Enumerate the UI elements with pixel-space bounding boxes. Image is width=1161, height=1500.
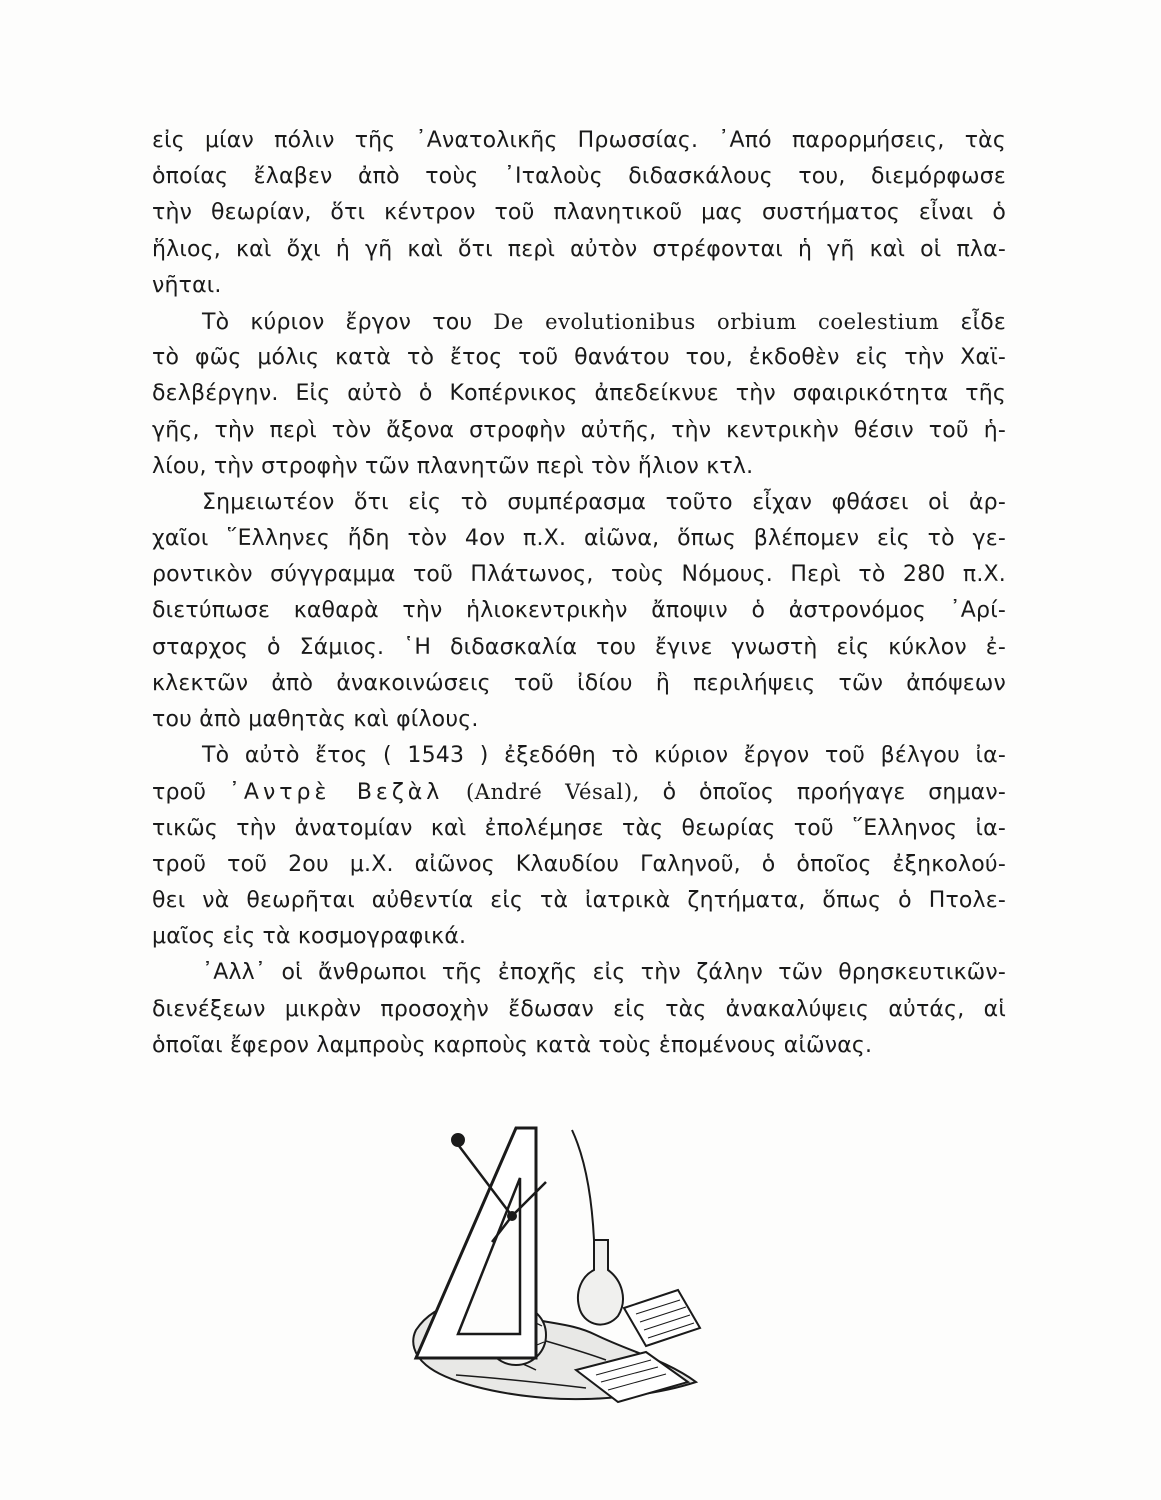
quill: [572, 1130, 594, 1240]
text-span: εἶδε: [960, 309, 1007, 335]
text-line: Τὸ αὐτὸ ἔτος ( 1543 ) ἐξεδόθη τὸ κύριον ἔργον τοῦ βέλγου ἰα-: [202, 743, 1006, 769]
text-line: σταρχος ὁ Σάμιος. ῾Η διδασκαλία του ἔγινε γνωστὴ εἰς κύκλον ἐ-: [152, 634, 1006, 660]
text-line: ᾿Αλλ᾿ οἱ ἄνθρωποι τῆς ἐποχῆς εἰς τὴν ζάλην τῶν θρησκευτικῶν-: [202, 960, 1006, 986]
text-line: θει νὰ θεωρῆται αὐθεντία εἰς τὰ ἰατρικὰ ζητήματα, ὅπως ὁ Πτολε-: [152, 887, 1006, 913]
text-line: λίου, τὴν στροφὴν τῶν πλανητῶν περὶ τὸν ἥλιον κτλ.: [152, 453, 754, 479]
text-line: τὴν θεωρίαν, ὅτι κέντρον τοῦ πλανητικοῦ μας συστήματος εἶναι ὁ: [152, 200, 1006, 226]
name-latin: (André Vésal),: [466, 780, 640, 805]
text-line: εἰς μίαν πόλιν τῆς ᾿Ανατολικῆς Πρωσσίας. ᾿Από παρορμήσεις, τὰς: [152, 128, 1006, 153]
text-line: Σημειωτέον ὅτι εἰς τὸ συμπέρασμα τοῦτο εἶχαν φθάσει οἱ ἀρ-: [202, 489, 1006, 515]
text-line: γῆς, τὴν περὶ τὸν ἄξονα στροφὴν αὐτῆς, τὴν κεντρικὴν θέσιν τοῦ ἡ-: [152, 417, 1006, 443]
text-span: τροῦ: [152, 780, 207, 806]
book-title-latin: De evolutionibus orbium coelestium: [493, 309, 940, 334]
text-line: δελβέργην. Εἰς αὐτὸ ὁ Κοπέρνικος ἀπεδείκνυε τὴν σφαιρικότητα τῆς: [152, 381, 1006, 407]
text-line: κλεκτῶν ἀπὸ ἀνακοινώσεις τοῦ ἰδίου ἢ περιλήψεις τῶν ἀπόψεων: [152, 670, 1006, 696]
text-line: ὁποῖαι ἔφερον λαμπροὺς καρποὺς κατὰ τοὺς ἑπομένους αἰῶνας.: [152, 1032, 873, 1058]
jar: [578, 1240, 623, 1325]
text-line: του ἀπὸ μαθητὰς καὶ φίλους.: [152, 707, 479, 732]
text-line: χαῖοι ῞Ελληνες ἤδη τὸν 4ον π.Χ. αἰῶνα, ὅπως βλέπομεν εἰς τὸ γε-: [152, 526, 1006, 552]
body-text: [152, 123, 1006, 1064]
text-line: [152, 774, 1006, 810]
text-line: τροῦ τοῦ 2ου μ.Χ. αἰῶνος Κλαυδίου Γαληνοῦ, ὁ ὁποῖος ἐξηκολού-: [152, 851, 1006, 877]
text-line: τικῶς τὴν ἀνατομίαν καὶ ἐπολέμησε τὰς θεωρίας τοῦ ῞Ελληνος ἰα-: [152, 815, 1006, 841]
text-line: μαῖος εἰς τὰ κοσμογραφικά.: [152, 924, 467, 950]
text-line: νῆται.: [152, 272, 222, 298]
scroll-paper: [624, 1290, 700, 1346]
text-line: τὸ φῶς μόλις κατὰ τὸ ἔτος τοῦ θανάτου του, ἐκδοθὲν εἰς τὴν Χαϊ-: [152, 345, 1006, 371]
text-span: ὁ ὁποῖος προήγαγε σημαν-: [662, 780, 1007, 806]
text-line: [152, 304, 1006, 340]
name-spaced: ᾿Αντρὲ Βεζὰλ: [228, 780, 444, 806]
text-line: ὁποίας ἔλαβεν ἀπὸ τοὺς ᾿Ιταλοὺς διδασκάλους του, διεμόρφωσε: [152, 164, 1006, 190]
vignette-illustration: [396, 1120, 716, 1410]
text-line: διενέξεων μικρὰν προσοχὴν ἔδωσαν εἰς τὰς ἀνακαλύψεις αὐτάς, αἱ: [152, 996, 1006, 1022]
text-span: Τὸ κύριον ἔργον του: [202, 309, 473, 335]
text-line: ἥλιος, καὶ ὄχι ἡ γῆ καὶ ὅτι περὶ αὐτὸν στρέφονται ἡ γῆ καὶ οἱ πλα-: [152, 236, 1006, 262]
text-line: διετύπωσε καθαρὰ τὴν ἡλιοκεντρικὴν ἄποψιν ὁ ἀστρονόμος ᾿Αρί-: [152, 598, 1006, 624]
text-line: ροντικὸν σύγγραμμα τοῦ Πλάτωνος, τοὺς Νόμους. Περὶ τὸ 280 π.Χ.: [152, 562, 1006, 588]
